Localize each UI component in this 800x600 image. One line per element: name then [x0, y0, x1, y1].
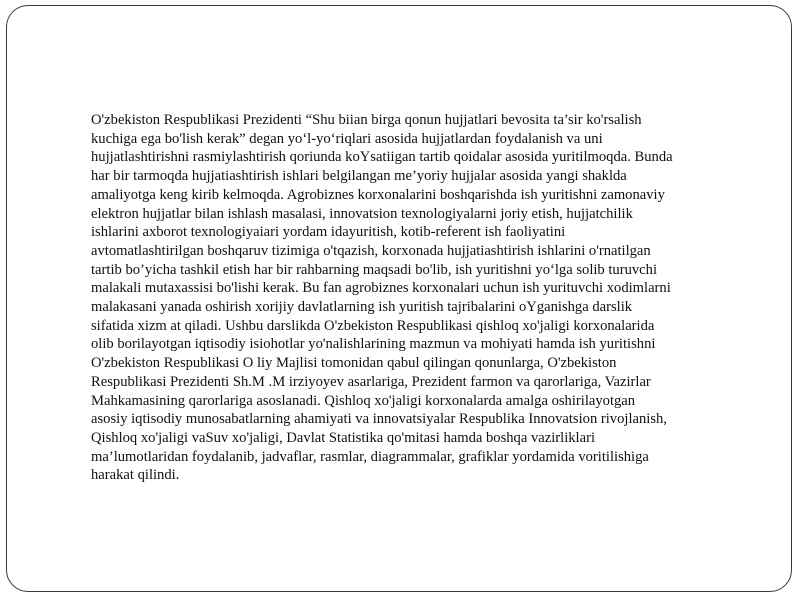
body-text: O'zbekiston Respublikasi Prezidenti “Shu biian birga qonun hujjatlari bevosita ta’sir ko'rsalish kuchiga ega bo'lish kerak” degan yo‘l-yo‘riqlari asosida hujjatlardan foydalanish va uni hujjatlashtirishni rasmiylashtirish qoriunda koYsatiigan tartib qoidalar asosida yuritilmoqda. Bunda har bir tarmoqda hujjatiashtirish ishlari belgilangan me’yoriy hujjalar asosida yangi shaklda amaliyotga keng kirib kelmoqda. Agrobiznes korxonalarini boshqarishda ish yuritishni zamonaviy elektron hujjatlar bilan ishlash masalasi, innovatsion texnologiyalarni joriy etish, hujjatchilik ishlarini axborot texnologiyaiari yordam idayuritish, kotib-referent ish faoliyatini avtomatlashtirilgan boshqaruv tizimiga o'tqazish, korxonada hujjatiashtirish ishlarini o'rnatilgan tartib bo’yicha tashkil etish har bir rahbarning maqsadi bo'lib, ish yuritishni yo‘lga solib turuvchi malakali mutaxassisi bo'lishi kerak. Bu fan agrobiznes korxonalari uchun ish yurituvchi xodimlarni malakasani yanada oshirish xorijiy davlatlarning ish yuritish tajribalarini oYganishga darslik sifatida xizm at qiladi. Ushbu darslikda O'zbekiston Respublikasi qishloq xo'jaligi korxonalarida olib borilayotgan iqtisodiy isiohotlar yo'nalishlarining mazmun va mohiyati hamda ish yuritishni O'zbekiston Respublikasi O liy Majlisi tomonidan qabul qilingan qonunlarga, O'zbekiston Respublikasi Prezidenti Sh.M .M irziyoyev asarlariga, Prezident farmon va qarorlariga, Vazirlar Mahkamasining qarorlariga asoslanadi. Qishloq xo'jaligi korxonalarda amalga oshirilayotgan asosiy iqtisodiy munosabatlarning ahamiyati va innovatsiyalar Respublika Innovatsion rivojlanish, Qishloq xo'jaligi vaSuv xo'jaligi, Davlat Statistika qo'mitasi hamda boshqa vazirliklari ma’lumotlaridan foydalanib, jadvaflar, rasmlar, diagrammalar, grafiklar yordamida voritilishiga harakat qilindi.: [91, 112, 673, 484]
slide-frame: [6, 5, 792, 592]
